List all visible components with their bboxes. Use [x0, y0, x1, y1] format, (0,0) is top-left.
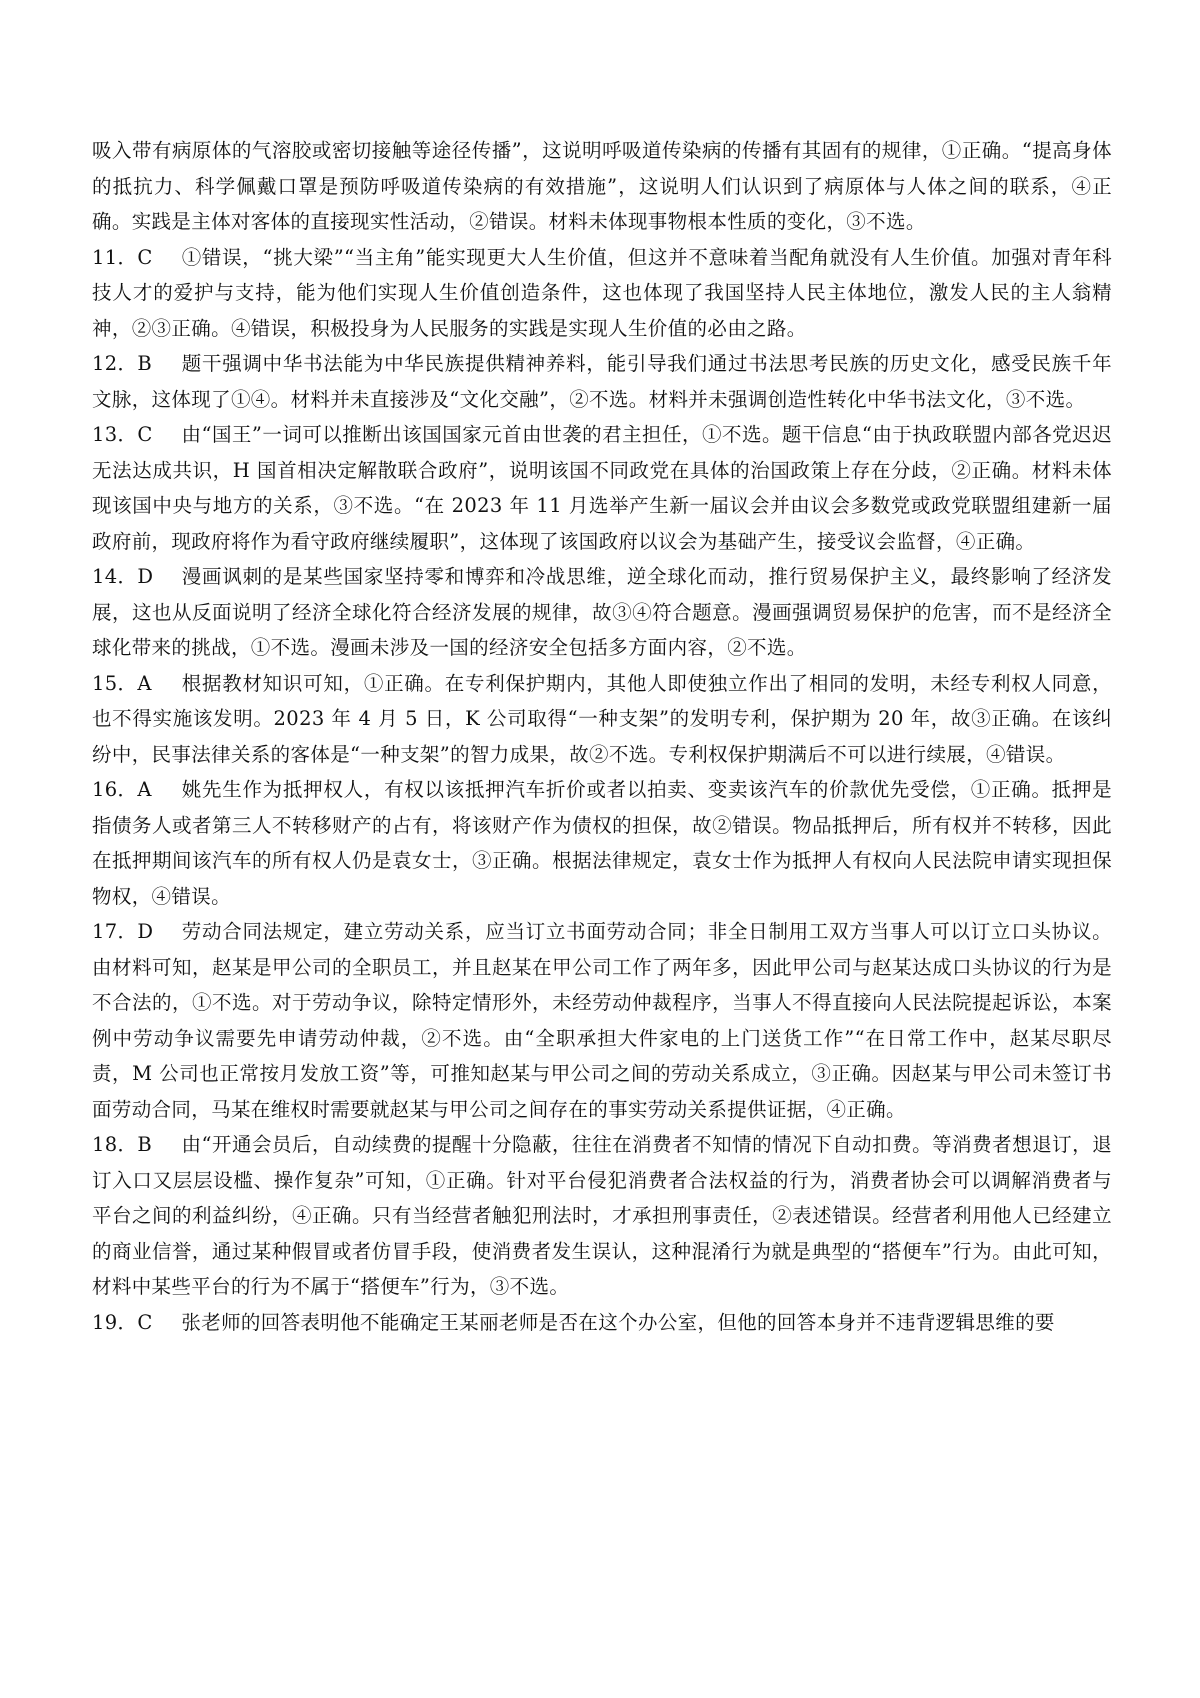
question-number: 13． — [92, 423, 138, 446]
answer-letter: C — [137, 1310, 153, 1334]
answer-explanations — [92, 133, 1112, 1340]
question-number: 14． — [92, 565, 138, 588]
answer-letter: D — [137, 920, 154, 943]
answer-letter: A — [137, 671, 152, 695]
explanation-text: 由“开通会员后，自动续费的提醒十分隐蔽，往往在消费者不知情的情况下自动扣费。等消费者想退订，退订入口又层层设槛、操作复杂”可知，①正确。针对平台侵犯消费者合法权益的行为，消费者协会可以调解消费者与平台之间的利益纠纷，④正确。只有当经营者触犯刑法时，才承担刑事责任，②表述错误。经营者利用他人已经建立的商业信誉，通过某种假冒或者仿冒手段，使消费者发生误认，这种混淆行为就是典型的“搭便车”行为。由此可知，材料中某些平台的行为不属于“搭便车”行为，③不选。 — [92, 1133, 1112, 1298]
question-16-explanation — [92, 772, 1112, 914]
explanation-text: 题干强调中华书法能为中华民族提供精神养料，能引导我们通过书法思考民族的历史文化，感受民族千年文脉，这体现了①④。材料并未直接涉及“文化交融”，②不选。材料并未强调创造性转化中华书法文化，③不选。 — [92, 352, 1112, 411]
question-19-explanation — [92, 1305, 1112, 1341]
explanation-text: 劳动合同法规定，建立劳动关系，应当订立书面劳动合同；非全日制用工双方当事人可以订立口头协议。由材料可知，赵某是甲公司的全职员工，并且赵某在甲公司工作了两年多，因此甲公司与赵某达成口头协议的行为是不合法的，①不选。对于劳动争议，除特定情形外，未经劳动仲裁程序，当事人不得直接向人民法院提起诉讼，本案例中劳动争议需要先申请劳动仲裁，②不选。由“全职承担大件家电的上门送货工作”“在日常工作中，赵某尽职尽责，M 公司也正常按月发放工资”等，可推知赵某与甲公司之间的劳动关系成立，③正确。因赵某与甲公司未签订书面劳动合同，马某在维权时需要就赵某与甲公司之间存在的事实劳动关系提供证据，④正确。 — [92, 920, 1112, 1121]
answer-letter: C — [137, 245, 153, 269]
question-11-explanation — [92, 240, 1112, 347]
answer-letter: B — [137, 1133, 153, 1156]
explanation-text: ①错误，“挑大梁”“当主角”能实现更大人生价值，但这并不意味着当配角就没有人生价值。加强对青年科技人才的爱护与支持，能为他们实现人生价值创造条件，这也体现了我国坚持人民主体地位，激发人民的主人翁精神，②③正确。④错误，积极投身为人民服务的实践是实现人生价值的必由之路。 — [92, 245, 1112, 340]
explanation-text: 姚先生作为抵押权人，有权以该抵押汽车折价或者以拍卖、变卖该汽车的价款优先受偿，①正确。抵押是指债务人或者第三人不转移财产的占有，将该财产作为债权的担保，故②错误。物品抵押后，所有权并不转移，因此在抵押期间该汽车的所有权人仍是袁女士，③正确。根据法律规定，袁女士作为抵押人有权向人民法院申请实现担保物权，④错误。 — [92, 778, 1112, 908]
question-18-explanation — [92, 1127, 1112, 1305]
explanation-text: 根据教材知识可知，①正确。在专利保护期内，其他人即使独立作出了相同的发明，未经专利权人同意，也不得实施该发明。2023 年 4 月 5 日，K 公司取得“一种支架”的发明专利，保护期为 20 年，故③正确。在该纠纷中，民事法律关系的客体是“一种支架”的智力成果，故②不选。专利权保护期满后不可以进行续展，④错误。 — [92, 671, 1112, 766]
answer-letter: C — [137, 423, 153, 446]
question-number: 17． — [92, 920, 138, 943]
answer-letter: B — [137, 352, 153, 375]
question-17-explanation — [92, 914, 1112, 1127]
explanation-text: 由“国王”一词可以推断出该国国家元首由世袭的君主担任，①不选。题干信息“由于执政联盟内部各党迟迟无法达成共识，H 国首相决定解散联合政府”，说明该国不同政党在具体的治国政策上存在分歧，②正确。材料未体现该国中央与地方的关系，③不选。“在 2023 年 11 月选举产生新一届议会并由议会多数党或政党联盟组建新一届政府前，现政府将作为看守政府继续履职”，这体现了该国政府以议会为基础产生，接受议会监督，④正确。 — [92, 423, 1112, 553]
question-13-explanation — [92, 417, 1112, 559]
question-number: 19． — [92, 1310, 138, 1334]
question-number: 12． — [92, 352, 138, 375]
question-15-explanation — [92, 666, 1112, 773]
question-number: 18． — [92, 1133, 138, 1156]
question-number: 15． — [92, 671, 138, 695]
question-12-explanation — [92, 346, 1112, 417]
paragraph-text: 吸入带有病原体的气溶胶或密切接触等途径传播”，这说明呼吸道传染病的传播有其固有的规律，①正确。“提高身体的抵抗力、科学佩戴口罩是预防呼吸道传染病的有效措施”，这说明人们认识到了病原体与人体之间的联系，④正确。实践是主体对客体的直接现实性活动，②错误。材料未体现事物根本性质的变化，③不选。 — [92, 139, 1112, 233]
answer-letter: A — [137, 778, 152, 801]
question-number: 16． — [92, 778, 138, 801]
explanation-text: 漫画讽刺的是某些国家坚持零和博弈和冷战思维，逆全球化而动，推行贸易保护主义，最终影响了经济发展，这也从反面说明了经济全球化符合经济发展的规律，故③④符合题意。漫画强调贸易保护的危害，而不是经济全球化带来的挑战，①不选。漫画未涉及一国的经济安全包括多方面内容，②不选。 — [92, 565, 1112, 659]
paragraph-continuation — [92, 133, 1112, 240]
explanation-text: 张老师的回答表明他不能确定王某丽老师是否在这个办公室，但他的回答本身并不违背逻辑思维的要 — [181, 1310, 1055, 1334]
question-14-explanation — [92, 559, 1112, 666]
question-number: 11． — [92, 245, 138, 269]
answer-letter: D — [137, 565, 154, 588]
